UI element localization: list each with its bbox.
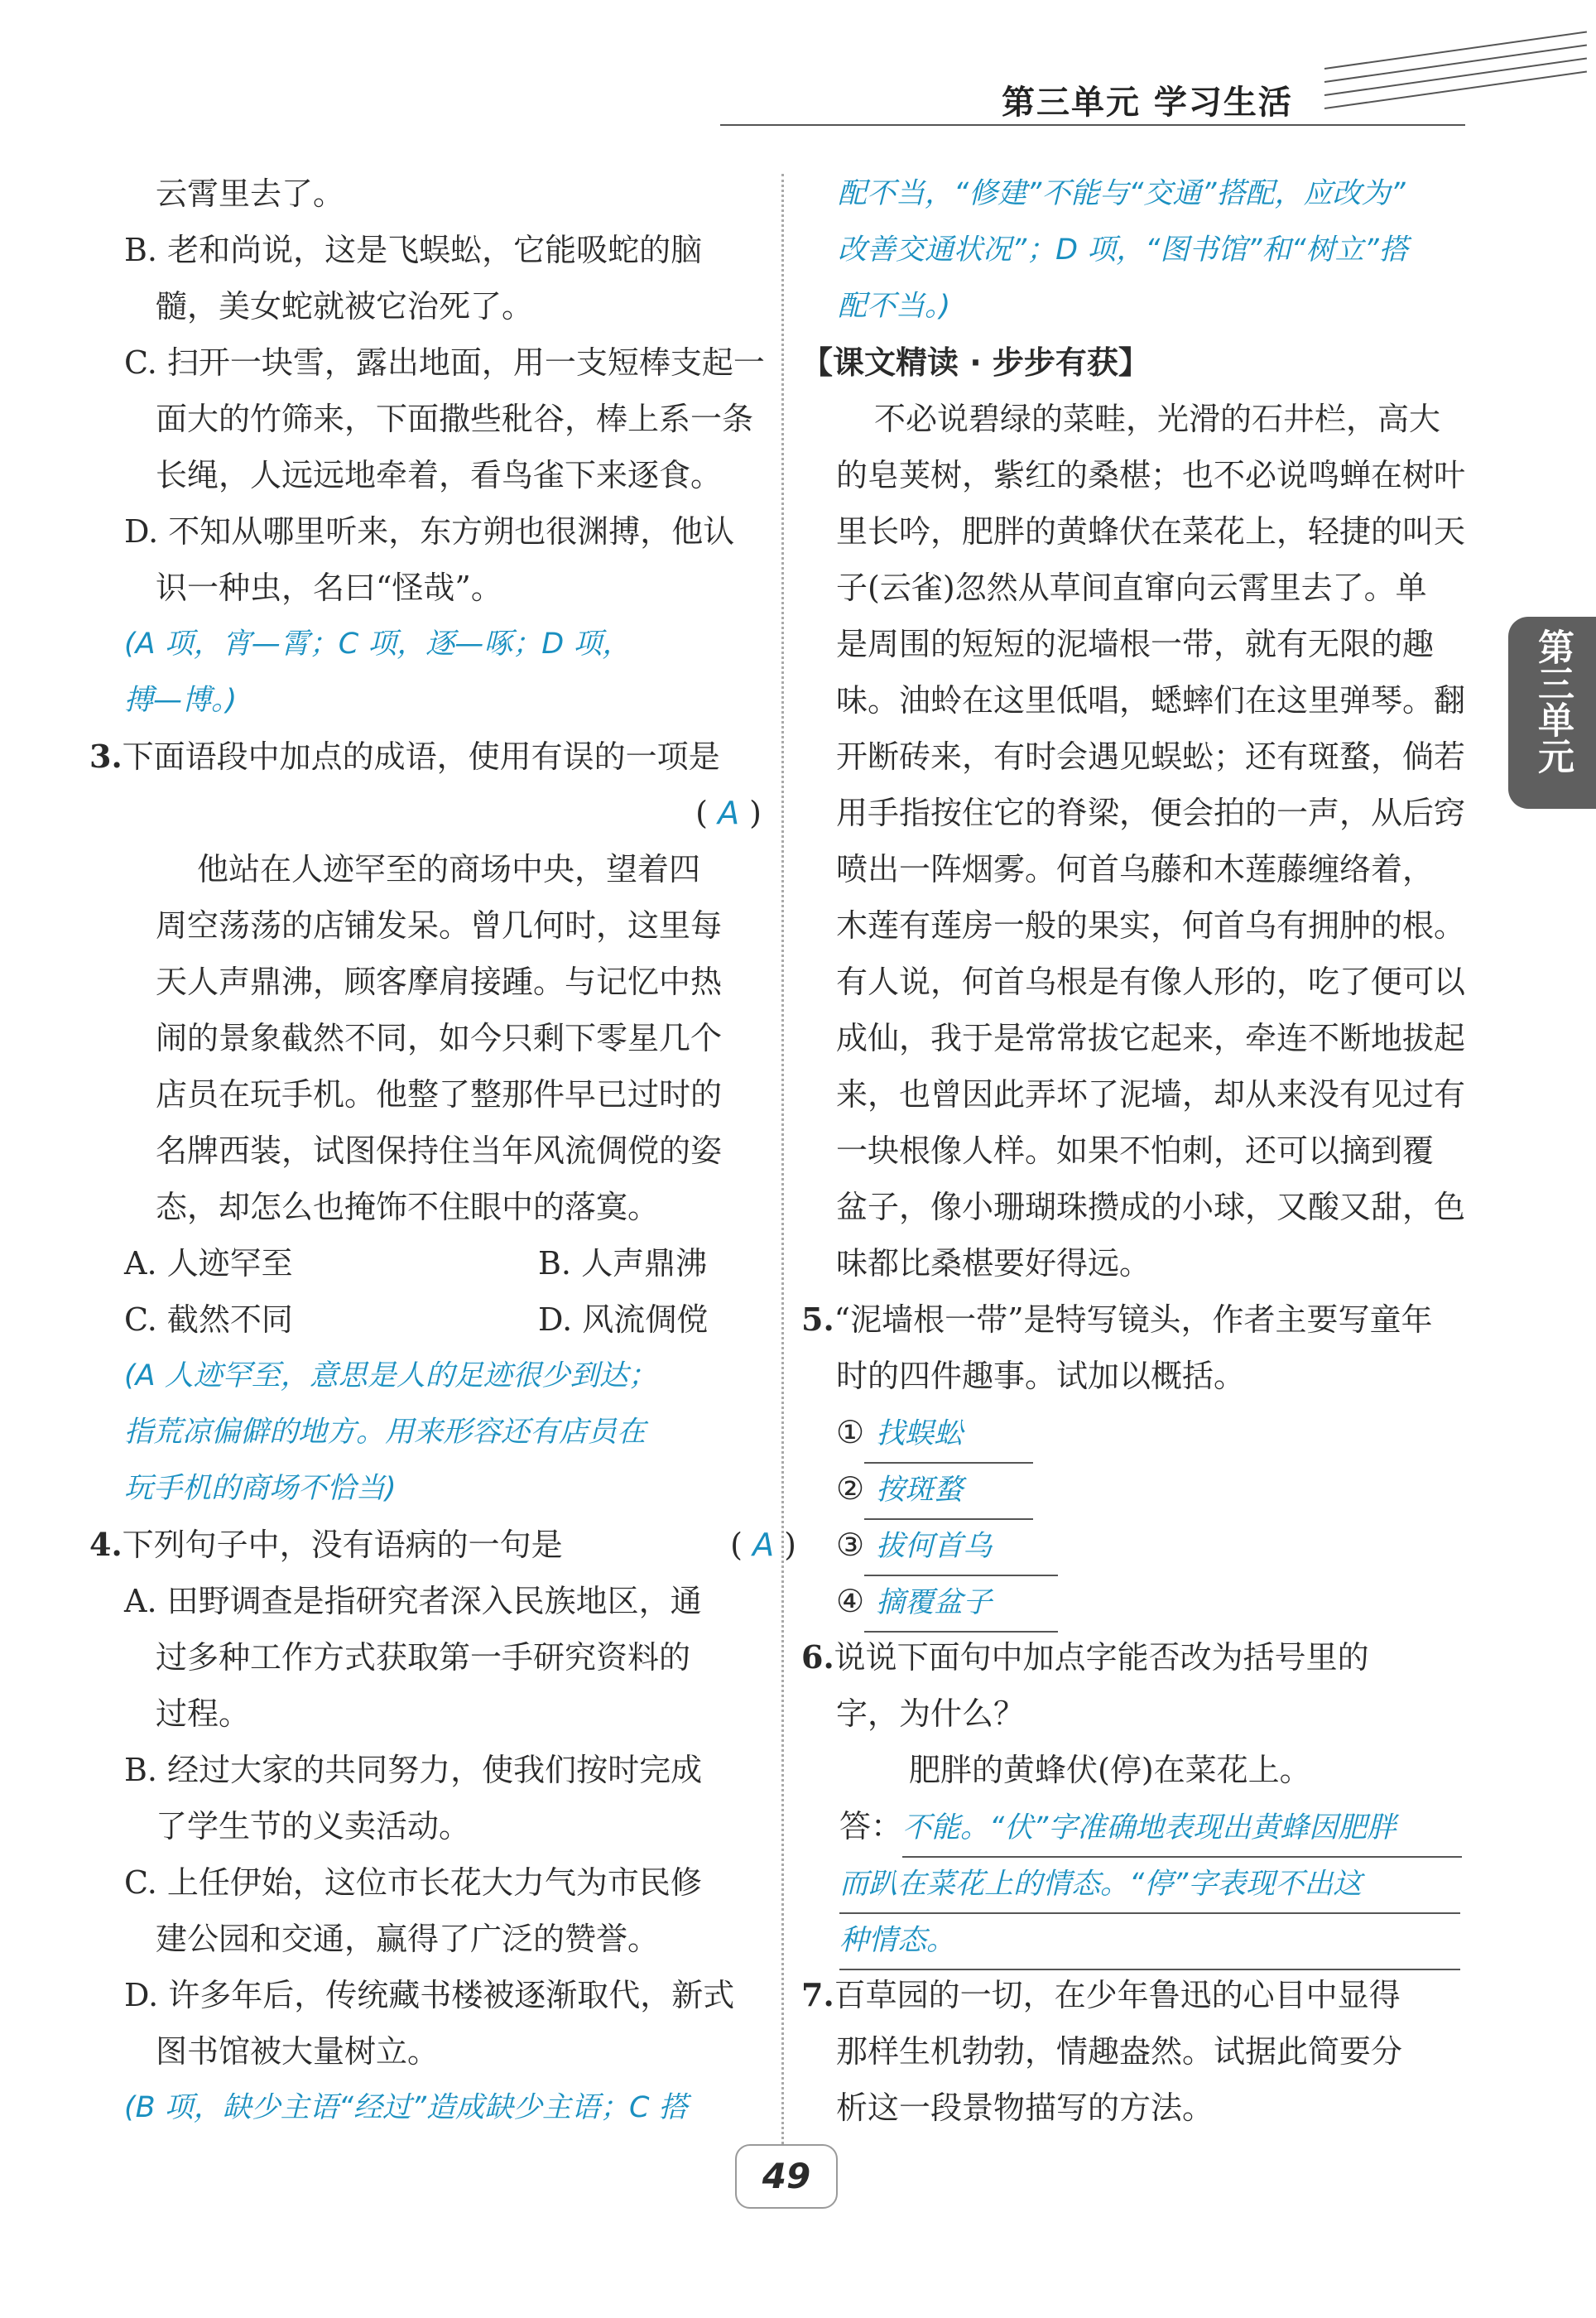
passage-line: 一块根像人样。如果不怕刺，还可以摘到覆 — [836, 1133, 1435, 1169]
answer-item-3 — [801, 1517, 1464, 1573]
passage-line: 子(云雀)忽然从草间直窜向云霄里去了。单 — [836, 570, 1427, 606]
passage-line: 盆子，像小珊瑚珠攒成的小球，又酸又甜，色 — [836, 1189, 1466, 1225]
question-text: 那样生机勃勃，情趣盎然。试据此简要分 — [836, 2033, 1403, 2070]
passage-line: 名牌西装，试图保持住当年风流倜傥的姿 — [156, 1133, 723, 1169]
answer-explanation: (B 项，缺少主语“经过”造成缺少主语；C 搭 — [124, 2091, 688, 2124]
question-text: 时的四件趣事。试加以概括。 — [836, 1358, 1246, 1394]
passage-line: 喷出一阵烟雾。何首乌藤和木莲藤缠络着， — [836, 851, 1435, 887]
option-a: A. 田野调查是指研究者深入民族地区，通 — [124, 1583, 702, 1619]
passage-line: 成仙，我于是常常拔它起来，牵连不断地拔起 — [836, 1020, 1466, 1056]
answer-line — [801, 1798, 1464, 1854]
option-b: B. 人声鼎沸 — [538, 1245, 708, 1282]
passage-line: 他站在人迹罕至的商场中央，望着四 — [197, 851, 701, 887]
answer-text: 不能。“伏”字准确地表现出黄蜂因肥胖 — [902, 1800, 1462, 1858]
side-tab — [1508, 617, 1596, 809]
text-line: 长绳，人远远地牵着，看鸟雀下来逐食。 — [156, 457, 723, 493]
choice-answer: A — [718, 795, 740, 831]
text-line: 髓，美女蛇就被它治死了。 — [156, 288, 534, 325]
answer-explanation: 玩手机的商场不恰当) — [124, 1472, 397, 1505]
answer-text: 种情态。 — [839, 1912, 1460, 1970]
question-7 — [801, 1967, 1464, 2023]
text-line: 建公园和交通，赢得了广泛的赞誉。 — [156, 1921, 660, 1957]
option-b: B. 老和尚说，这是飞蜈蚣，它能吸蛇的脑 — [124, 232, 703, 268]
passage-line: 周空荡荡的店铺发呆。曾几何时，这里每 — [156, 907, 723, 944]
options-row — [124, 1235, 770, 1291]
bracket-left: ( — [730, 1527, 743, 1563]
right-column — [801, 166, 1464, 2136]
passage-line: 味。油蛉在这里低唱，蟋蟀们在这里弹琴。翻 — [836, 682, 1466, 719]
text-line: 云霄里去了。 — [156, 176, 345, 212]
question-text: 百草园的一切，在少年鲁迅的心目中显得 — [834, 1977, 1401, 2013]
option-d: D. 风流倜傥 — [538, 1301, 709, 1338]
question-text: 下列句子中，没有语病的一句是 — [122, 1527, 563, 1563]
passage-line: 是周围的短短的泥墙根一带，就有无限的趣 — [836, 626, 1435, 662]
answer-blank: 拔何首乌 — [864, 1518, 1058, 1576]
option-c: C. 上任伊始，这位市长花大力气为市民修 — [124, 1864, 702, 1901]
answer-bracket — [124, 785, 770, 841]
passage-line: 里长吟，肥胖的黄蜂伏在菜花上，轻捷的叫天 — [836, 513, 1466, 550]
passage-line: 开断砖来，有时会遇见蜈蚣；还有斑蝥，倘若 — [836, 738, 1466, 775]
answer-explanation: 指荒凉偏僻的地方。用来形容还有店员在 — [124, 1416, 647, 1449]
answer-item-4 — [801, 1573, 1464, 1629]
text-line: 识一种虫，名曰“怪哉”。 — [156, 570, 502, 606]
question-number: 7. — [801, 1976, 834, 2013]
answer-text: 而趴在菜花上的情态。“停”字表现不出这 — [839, 1856, 1460, 1914]
option-a: A. 人迹罕至 — [124, 1245, 293, 1282]
question-4 — [89, 1517, 796, 1573]
passage-line: 店员在玩手机。他整了整那件早已过时的 — [156, 1076, 723, 1113]
question-text: 析这一段景物描写的方法。 — [836, 2090, 1214, 2126]
options-row — [124, 1291, 770, 1348]
question-number: 5. — [801, 1301, 834, 1338]
question-3 — [89, 729, 770, 785]
answer-explanation: 配不当。) — [838, 290, 951, 323]
answer-explanation: (A 项，宵—霄；C 项，逐—啄；D 项， — [124, 628, 632, 661]
answer-explanation: 搏—博。) — [124, 684, 238, 717]
option-d: D. 许多年后，传统藏书楼被逐渐取代，新式 — [124, 1977, 735, 2013]
answer-bracket — [730, 1517, 796, 1573]
passage-line: 不必说碧绿的菜畦，光滑的石井栏，高大 — [874, 401, 1441, 437]
item-number: ④ — [836, 1583, 865, 1619]
question-number: 6. — [801, 1638, 834, 1676]
passage-line: 有人说，何首乌根是有像人形的，吃了便可以 — [836, 964, 1466, 1000]
text-line: 面大的竹筛来，下面撒些秕谷，棒上系一条 — [156, 401, 754, 437]
text-line: 过程。 — [156, 1695, 251, 1732]
passage-line: 态，却怎么也掩饰不住眼中的落寞。 — [156, 1189, 660, 1225]
bracket-right: ) — [784, 1527, 796, 1563]
passage-line: 来，也曾因此弄坏了泥墙，却从来没有见过有 — [836, 1076, 1466, 1113]
option-c: C. 截然不同 — [124, 1301, 293, 1338]
option-c: C. 扫开一块雪，露出地面，用一支短棒支起一 — [124, 344, 765, 381]
choice-answer: A — [752, 1527, 775, 1563]
question-number: 3. — [89, 738, 123, 775]
answer-explanation: 配不当，“修建”不能与“交通”搭配，应改为” — [838, 177, 1406, 210]
question-5 — [801, 1291, 1464, 1348]
passage-line: 木莲有莲房一般的果实，何首乌有拥肿的根。 — [836, 907, 1466, 944]
question-text: 说说下面句中加点字能否改为括号里的 — [834, 1639, 1369, 1676]
question-text: 字，为什么？ — [836, 1695, 1026, 1732]
question-text: 下面语段中加点的成语，使用有误的一项是 — [122, 738, 720, 775]
passage-line: 天人声鼎沸，顾客摩肩接踵。与记忆中热 — [156, 964, 723, 1000]
bracket-left: ( — [695, 795, 708, 831]
answer-line — [801, 1911, 1464, 1967]
left-column — [89, 166, 796, 2136]
answer-explanation: (A 人迹罕至，意思是人的足迹很少到达； — [124, 1359, 657, 1392]
answer-item-2 — [801, 1460, 1464, 1517]
column-divider — [781, 174, 784, 2144]
answer-explanation: 改善交通状况”；D 项，“图书馆”和“树立”搭 — [838, 233, 1408, 267]
section-title: 【课文精读 · 步步有获】 — [801, 344, 1150, 381]
passage-line: 的皂荚树，紫红的桑椹；也不必说鸣蝉在树叶 — [836, 457, 1466, 493]
text-line: 图书馆被大量树立。 — [156, 2033, 440, 2070]
answer-prefix: 答： — [839, 1808, 903, 1844]
answer-blank: 找蜈蚣 — [864, 1406, 1033, 1464]
bracket-right: ) — [749, 795, 762, 831]
item-number: ① — [836, 1414, 865, 1450]
text-line: 了学生节的义卖活动。 — [156, 1808, 471, 1844]
header-rule — [720, 124, 1465, 126]
example-sentence: 肥胖的黄蜂伏(停)在菜花上。 — [909, 1752, 1311, 1788]
option-d: D. 不知从哪里听来，东方朔也很渊搏，他认 — [124, 513, 735, 550]
question-6 — [801, 1629, 1464, 1686]
text-line: 过多种工作方式获取第一手研究资料的 — [156, 1639, 691, 1676]
answer-blank: 摘覆盆子 — [864, 1575, 1058, 1633]
passage-line: 闹的景象截然不同，如今只剩下零星几个 — [156, 1020, 723, 1056]
item-number: ② — [836, 1470, 865, 1507]
question-number: 4. — [89, 1526, 123, 1563]
option-b: B. 经过大家的共同努力，使我们按时完成 — [124, 1752, 703, 1788]
side-tab-label: 第三单元 — [1531, 628, 1574, 774]
page-number: 49 — [735, 2144, 838, 2209]
passage-line: 味都比桑椹要好得远。 — [836, 1245, 1151, 1282]
item-number: ③ — [836, 1527, 865, 1563]
answer-item-1 — [801, 1404, 1464, 1460]
passage-line: 用手指按住它的脊梁，便会拍的一声，从后窍 — [836, 795, 1466, 831]
question-text: “泥墙根一带”是特写镜头，作者主要写童年 — [834, 1301, 1433, 1338]
unit-title: 第三单元 学习生活 — [1002, 84, 1293, 122]
answer-blank: 按斑蝥 — [864, 1462, 1033, 1520]
answer-line — [801, 1854, 1464, 1911]
